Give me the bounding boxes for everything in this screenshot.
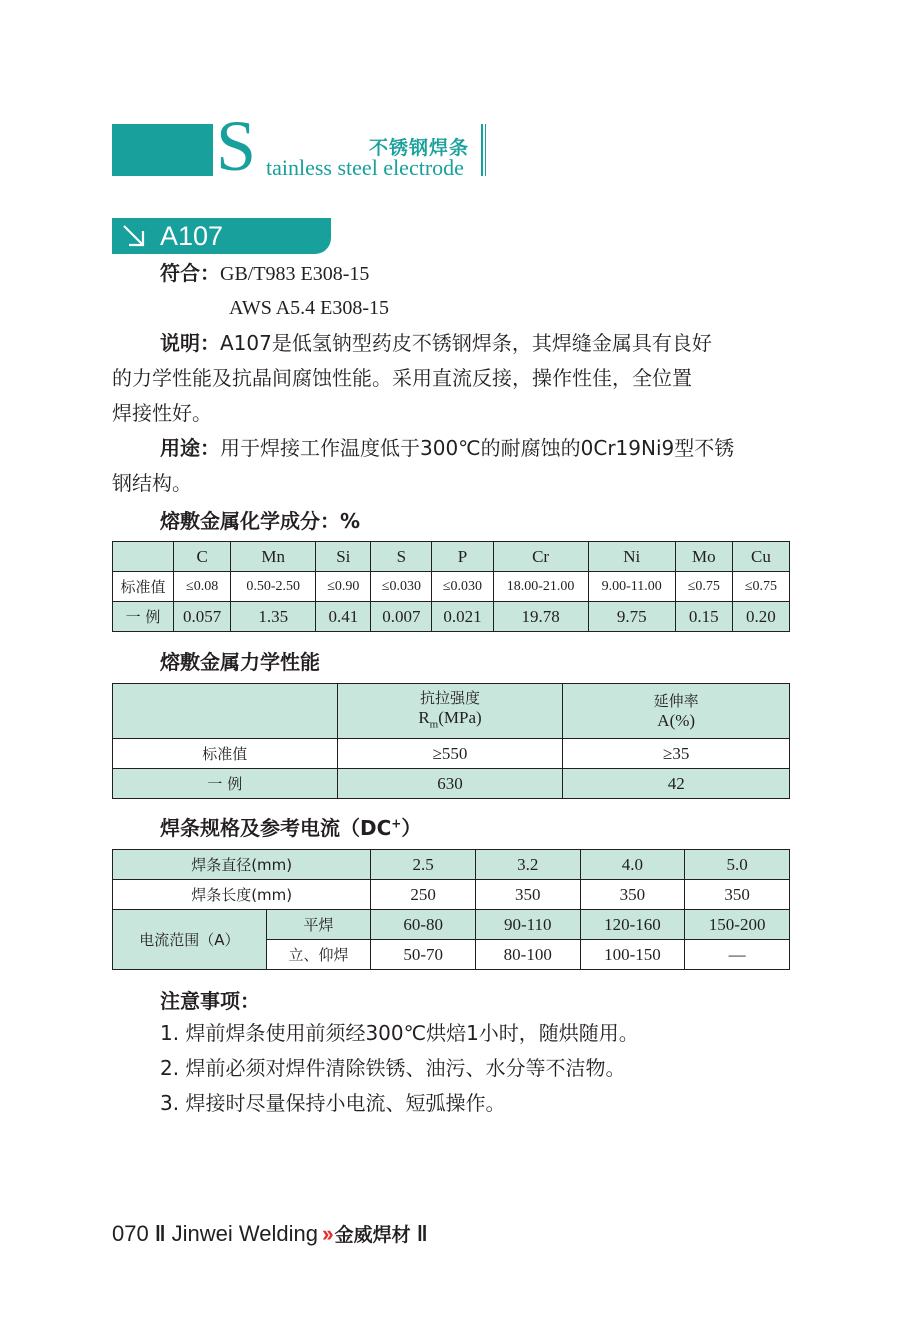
spec-table-title <box>160 812 421 841</box>
chem-header-cell: Ni <box>588 542 675 572</box>
description-line-2: 的力学性能及抗晶间腐蚀性能。采用直流反接，操作性佳，全位置 <box>112 366 692 390</box>
spec-cell: 50-70 <box>371 940 476 970</box>
chem-cell: ≤0.030 <box>432 572 493 602</box>
spec-table <box>112 849 790 970</box>
chem-table <box>112 541 790 632</box>
mech-header-strength <box>337 684 563 739</box>
chem-cell: ≤0.030 <box>371 572 432 602</box>
notes-title: 注意事项： <box>160 989 260 1013</box>
footer-divider-end: ‖ <box>416 1221 428 1246</box>
chem-header-cell: C <box>174 542 231 572</box>
note-item: 2. 焊前必须对焊件清除铁锈、油污、水分等不洁物。 <box>160 1056 626 1080</box>
spec-diameter-row <box>113 850 790 880</box>
spec-title-sup: + <box>391 816 402 831</box>
spec-title-end: ） <box>401 816 422 840</box>
usage-text-1: 用于焊接工作温度低于300℃的耐腐蚀的0Cr19Ni9型不锈 <box>220 436 735 460</box>
chem-header-cell: Mn <box>231 542 316 572</box>
chem-cell: 9.00-11.00 <box>588 572 675 602</box>
footer-brand-cn: 金威焊材 <box>334 1224 411 1246</box>
spec-title-text: 焊条规格及参考电流（DC <box>160 816 392 840</box>
mech-header-elongation-unit: A(%) <box>657 711 696 730</box>
chem-cell: ≤0.90 <box>316 572 371 602</box>
chem-header-cell: Si <box>316 542 371 572</box>
page-footer <box>112 1220 434 1247</box>
header-band <box>112 124 209 176</box>
chem-cell: 1.35 <box>231 602 316 632</box>
chem-cell: 18.00-21.00 <box>493 572 588 602</box>
mech-unit: (MPa) <box>438 707 482 727</box>
chem-cell: ≤0.75 <box>675 572 732 602</box>
mech-cell: ≥35 <box>563 739 790 769</box>
description-line-1 <box>160 326 712 360</box>
chem-header-cell: Cr <box>493 542 588 572</box>
conform-standard-aws: AWS A5.4 E308-15 <box>229 297 390 319</box>
mech-cell: 42 <box>563 769 790 799</box>
usage-line-2: 钢结构。 <box>112 471 192 495</box>
header-rule-thin <box>485 124 486 176</box>
chem-row-label: 一 例 <box>113 602 174 632</box>
spec-cell: 350 <box>685 880 790 910</box>
mech-header-empty <box>113 684 338 739</box>
spec-row-label: 焊条直径(mm) <box>113 850 371 880</box>
conform-line-1 <box>160 256 369 291</box>
mech-example-row <box>113 769 790 799</box>
chem-cell: 0.41 <box>316 602 371 632</box>
header-rule <box>481 124 483 176</box>
mech-cell: ≥550 <box>337 739 563 769</box>
spec-cell: 250 <box>371 880 476 910</box>
description-line-3: 焊接性好。 <box>112 401 212 425</box>
chem-header-cell: S <box>371 542 432 572</box>
header-title-cn: 不锈钢焊条 <box>368 137 469 159</box>
chem-cell: 19.78 <box>493 602 588 632</box>
conform-label: 符合： <box>160 261 220 285</box>
header-initial-letter: S <box>216 106 257 186</box>
mech-table <box>112 683 790 799</box>
chem-cell: ≤0.75 <box>732 572 789 602</box>
chem-standard-row <box>113 572 790 602</box>
mech-header-row <box>113 684 790 739</box>
chem-cell: 0.50-2.50 <box>231 572 316 602</box>
header-band-divider <box>209 124 213 176</box>
spec-cell: 120-160 <box>580 910 685 940</box>
chem-table-title: 熔敷金属化学成分：% <box>160 509 361 533</box>
conform-standard-gb: GB/T983 E308-15 <box>220 263 370 285</box>
description-text-1: A107是低氢钠型药皮不锈钢焊条，其焊缝金属具有良好 <box>220 331 712 355</box>
spec-position-label: 平焊 <box>266 910 371 940</box>
usage-label: 用途： <box>160 436 220 460</box>
spec-cell: 5.0 <box>685 850 790 880</box>
chem-cell: 0.007 <box>371 602 432 632</box>
mech-table-title: 熔敷金属力学性能 <box>160 650 320 674</box>
mech-row-label: 一 例 <box>113 769 338 799</box>
chem-cell: 9.75 <box>588 602 675 632</box>
mech-symbol: R <box>418 707 430 727</box>
arrow-down-right-icon <box>120 222 148 250</box>
chem-header-cell: Cu <box>732 542 789 572</box>
mech-header-elongation-label: 延伸率 <box>653 692 699 710</box>
spec-cell: 80-100 <box>475 940 580 970</box>
chem-cell: ≤0.08 <box>174 572 231 602</box>
mech-row-label: 标准值 <box>113 739 338 769</box>
spec-cell: — <box>685 940 790 970</box>
chem-header-cell: Mo <box>675 542 732 572</box>
chem-cell: 0.15 <box>675 602 732 632</box>
spec-cell: 150-200 <box>685 910 790 940</box>
chem-header-row <box>113 542 790 572</box>
mech-standard-row <box>113 739 790 769</box>
spec-cell: 350 <box>580 880 685 910</box>
spec-cell: 2.5 <box>371 850 476 880</box>
footer-divider: ‖ <box>154 1221 166 1246</box>
mech-cell: 630 <box>337 769 563 799</box>
spec-length-row <box>113 880 790 910</box>
mech-header-strength-label: 抗拉强度 <box>419 688 480 707</box>
spec-flat-row <box>113 910 790 940</box>
mech-header-elongation <box>563 684 790 739</box>
page-number: 070 <box>112 1221 149 1246</box>
spec-cell: 4.0 <box>580 850 685 880</box>
double-chevron-icon: ›› <box>322 1221 331 1246</box>
model-name: A107 <box>160 221 224 251</box>
spec-cell: 100-150 <box>580 940 685 970</box>
chem-cell: 0.057 <box>174 602 231 632</box>
spec-cell: 90-110 <box>475 910 580 940</box>
chem-example-row <box>113 602 790 632</box>
footer-brand: Jinwei Welding <box>171 1221 319 1246</box>
usage-line-1 <box>160 431 734 465</box>
description-label: 说明： <box>160 331 220 355</box>
note-item: 1. 焊前焊条使用前须经300℃烘焙1小时，随烘随用。 <box>160 1021 639 1045</box>
spec-cell: 3.2 <box>475 850 580 880</box>
spec-current-label: 电流范围（A） <box>113 910 267 970</box>
mech-symbol-sub: m <box>429 718 439 731</box>
chem-header-cell <box>113 542 174 572</box>
note-item: 3. 焊接时尽量保持小电流、短弧操作。 <box>160 1091 506 1115</box>
model-tag <box>112 218 331 254</box>
spec-cell: 350 <box>475 880 580 910</box>
chem-row-label: 标准值 <box>113 572 174 602</box>
chem-cell: 0.20 <box>732 602 789 632</box>
spec-cell: 60-80 <box>371 910 476 940</box>
chem-header-cell: P <box>432 542 493 572</box>
chem-cell: 0.021 <box>432 602 493 632</box>
mech-header-strength-unit <box>338 708 563 734</box>
spec-position-label: 立、仰焊 <box>266 940 371 970</box>
header-title-en: tainless steel electrode <box>266 155 464 180</box>
spec-row-label: 焊条长度(mm) <box>113 880 371 910</box>
